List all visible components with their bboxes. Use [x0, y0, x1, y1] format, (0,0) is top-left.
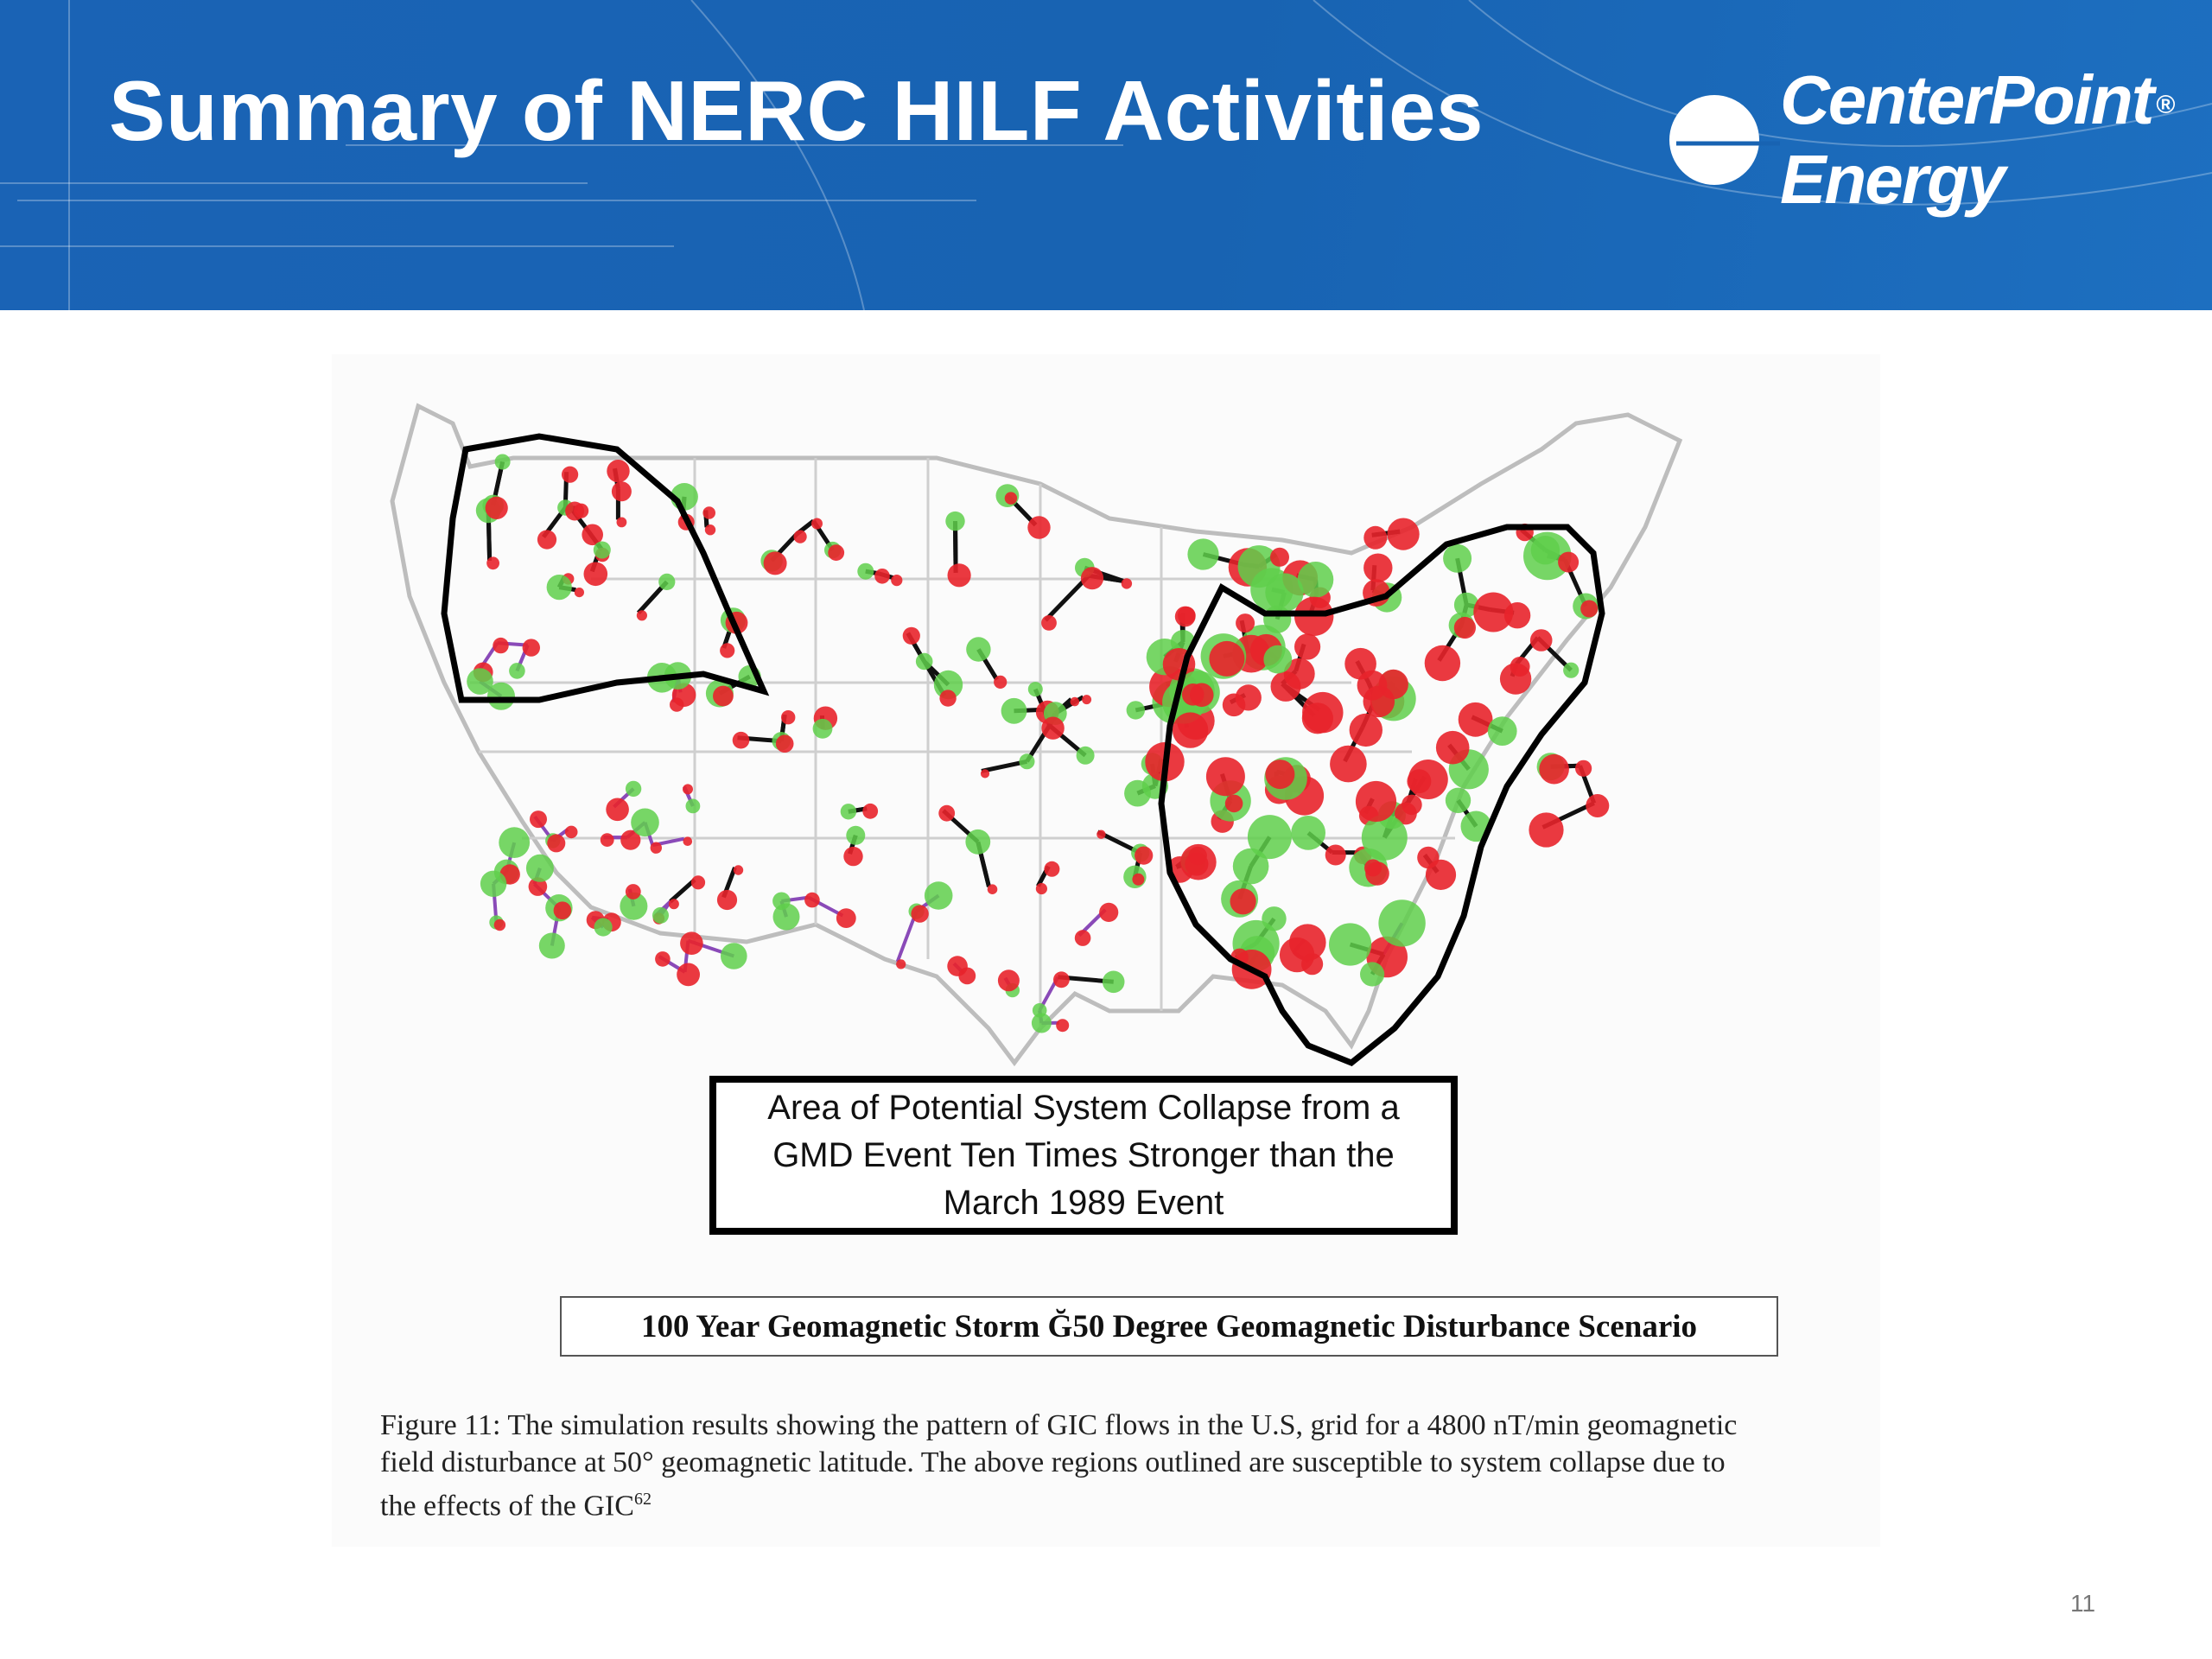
- high-gic-node: [702, 506, 715, 519]
- high-gic-node: [1363, 526, 1387, 550]
- high-gic-node: [764, 551, 787, 575]
- high-gic-node: [911, 905, 928, 922]
- figure-caption: [380, 1407, 1849, 1524]
- high-gic-node: [554, 901, 572, 919]
- title-banner: [0, 0, 2212, 310]
- high-gic-node: [776, 734, 794, 753]
- high-gic-node: [547, 834, 565, 852]
- moderate-gic-node: [1378, 899, 1425, 946]
- high-gic-node: [691, 875, 705, 889]
- moderate-gic-node: [547, 575, 572, 600]
- high-gic-node: [1436, 731, 1470, 765]
- high-gic-node: [680, 931, 703, 955]
- high-gic-node: [565, 826, 578, 839]
- high-gic-node: [1189, 847, 1207, 865]
- moderate-gic-node: [721, 943, 747, 969]
- high-gic-node: [781, 710, 795, 724]
- moderate-gic-node: [1362, 815, 1408, 861]
- moderate-gic-node: [526, 855, 554, 882]
- high-gic-node: [1135, 847, 1153, 865]
- moderate-gic-node: [539, 933, 565, 959]
- moderate-gic-node: [1446, 788, 1471, 813]
- moderate-gic-node: [1233, 849, 1269, 885]
- high-gic-node: [601, 833, 614, 847]
- high-gic-node: [637, 610, 647, 620]
- collapse-area-callout: [709, 1076, 1458, 1235]
- high-gic-node: [988, 884, 998, 894]
- callout-line: Area of Potential System Collapse from a: [767, 1088, 1400, 1127]
- high-gic-node: [670, 697, 683, 711]
- high-gic-node: [1408, 760, 1448, 799]
- moderate-gic-node: [1077, 747, 1095, 765]
- callout-line: GMD Event Ten Times Stronger than the: [772, 1135, 1395, 1174]
- moderate-gic-node: [686, 799, 701, 814]
- moderate-gic-node: [1291, 816, 1325, 850]
- high-gic-node: [1558, 552, 1579, 573]
- high-gic-node: [1271, 671, 1301, 702]
- high-gic-node: [669, 899, 679, 909]
- moderate-gic-node: [966, 637, 990, 661]
- high-gic-node: [958, 968, 976, 985]
- moderate-gic-node: [1127, 701, 1145, 719]
- high-gic-node: [811, 518, 823, 530]
- moderate-gic-node: [480, 871, 506, 897]
- moderate-gic-node: [1329, 923, 1371, 965]
- high-gic-node: [1402, 795, 1422, 816]
- transmission-line: [671, 880, 695, 901]
- high-gic-node: [948, 563, 971, 587]
- high-gic-node: [1530, 629, 1553, 652]
- high-gic-node: [874, 569, 890, 584]
- high-gic-node: [1294, 633, 1320, 659]
- moderate-gic-node: [1298, 562, 1334, 598]
- high-gic-node: [733, 732, 750, 749]
- high-gic-node: [705, 524, 715, 535]
- high-gic-node: [938, 805, 955, 822]
- moderate-gic-node: [1124, 780, 1151, 807]
- high-gic-node: [1364, 859, 1382, 876]
- high-gic-node: [1041, 615, 1057, 631]
- high-gic-node: [1225, 795, 1243, 813]
- high-gic-node: [1280, 938, 1314, 972]
- high-gic-node: [1173, 712, 1208, 747]
- high-gic-node: [1071, 697, 1080, 707]
- moderate-gic-node: [652, 907, 669, 924]
- high-gic-node: [1580, 601, 1598, 618]
- high-gic-node: [891, 575, 902, 586]
- high-gic-node: [493, 638, 508, 653]
- high-gic-node: [1056, 1019, 1069, 1032]
- high-gic-node: [612, 481, 632, 501]
- callout-line: March 1989 Event: [943, 1183, 1224, 1222]
- high-gic-node: [683, 784, 693, 794]
- high-gic-node: [1236, 613, 1255, 632]
- moderate-gic-node: [1262, 906, 1286, 931]
- caption-line: the effects of the GIC$^{62}$: [380, 1490, 652, 1522]
- high-gic-node: [843, 847, 862, 866]
- high-gic-node: [794, 531, 807, 543]
- moderate-gic-node: [1263, 645, 1292, 674]
- high-gic-node: [1388, 518, 1420, 550]
- high-gic-node: [1529, 812, 1563, 847]
- high-gic-node: [1041, 717, 1064, 740]
- high-gic-node: [1027, 516, 1050, 538]
- collapse-area-outlines: [444, 436, 1602, 1063]
- caption-superscript: 62: [633, 1490, 652, 1509]
- high-gic-node: [896, 959, 906, 969]
- high-gic-node: [981, 769, 989, 778]
- moderate-gic-node: [945, 512, 964, 531]
- high-gic-node: [998, 969, 1020, 991]
- high-gic-node: [1005, 492, 1017, 504]
- high-gic-node: [836, 908, 856, 928]
- moderate-gic-node: [773, 904, 800, 931]
- registered-mark: ®: [2156, 90, 2174, 119]
- high-gic-node: [683, 836, 693, 846]
- high-gic-node: [1209, 641, 1244, 677]
- high-gic-node: [1350, 714, 1382, 747]
- moderate-gic-node: [1028, 682, 1043, 696]
- high-gic-node: [1175, 607, 1196, 627]
- high-gic-node: [1265, 760, 1294, 789]
- moderate-gic-node: [509, 663, 525, 679]
- high-gic-node: [862, 804, 878, 819]
- high-gic-node: [734, 865, 743, 874]
- high-gic-node: [1459, 702, 1493, 737]
- high-gic-node: [1122, 578, 1132, 588]
- moderate-gic-node: [1032, 1014, 1052, 1033]
- high-gic-node: [1182, 683, 1205, 706]
- high-gic-node: [626, 884, 641, 899]
- high-gic-node: [1325, 845, 1346, 866]
- scenario-label: 100 Year Geomagnetic Storm Ğ50 Degree Geomagnetic Disturbance Scenario: [640, 1308, 1698, 1344]
- high-gic-node: [537, 530, 556, 549]
- moderate-gic-node: [841, 804, 856, 819]
- moderate-gic-node: [813, 719, 833, 739]
- high-gic-node: [1099, 903, 1118, 922]
- high-gic-node: [606, 798, 629, 822]
- high-gic-node: [1270, 548, 1289, 567]
- high-gic-node: [1425, 645, 1460, 681]
- high-gic-node: [565, 502, 584, 521]
- high-gic-node: [1356, 781, 1396, 822]
- moderate-gic-node: [495, 454, 511, 470]
- high-gic-node: [1206, 757, 1245, 796]
- high-gic-node: [655, 951, 671, 967]
- high-gic-node: [677, 963, 700, 987]
- us-state-boundaries: [392, 406, 1680, 1063]
- moderate-gic-node: [594, 918, 613, 936]
- page-number: 11: [2070, 1590, 2096, 1617]
- moderate-gic-node: [1103, 971, 1125, 994]
- high-gic-node: [1132, 874, 1144, 886]
- moderate-gic-node: [467, 668, 493, 695]
- moderate-gic-node: [1443, 544, 1471, 573]
- high-gic-node: [1363, 554, 1392, 582]
- high-gic-node: [486, 556, 499, 569]
- moderate-gic-node: [594, 542, 611, 559]
- moderate-gic-node: [925, 881, 953, 910]
- high-gic-node: [1053, 971, 1070, 988]
- high-gic-node: [903, 627, 920, 645]
- high-gic-node: [1075, 930, 1091, 946]
- high-gic-node: [717, 890, 737, 910]
- centerpoint-logo: [1659, 60, 2174, 251]
- high-gic-node: [994, 676, 1007, 689]
- high-gic-node: [1504, 602, 1530, 628]
- high-gic-node: [720, 643, 734, 658]
- moderate-gic-node: [499, 827, 530, 858]
- high-gic-node: [523, 639, 540, 656]
- high-gic-node: [1230, 888, 1256, 914]
- high-gic-node: [1036, 883, 1047, 894]
- high-gic-node: [1454, 617, 1476, 639]
- high-gic-node: [562, 467, 578, 483]
- moderate-gic-node: [1360, 962, 1384, 986]
- high-gic-node: [1426, 860, 1456, 890]
- moderate-gic-node: [846, 826, 865, 845]
- moderate-gic-node: [1187, 538, 1218, 569]
- caption-line: Figure 11: The simulation results showing the pattern of GIC flows in the U.S, grid for a 4800 nT/min geomagnetic: [380, 1409, 1738, 1441]
- high-gic-node: [1330, 746, 1367, 783]
- high-gic-node: [939, 690, 956, 706]
- high-gic-node: [607, 460, 629, 482]
- gic-figure: [332, 354, 1880, 1547]
- slide-title: Summary of NERC HILF Activities: [109, 63, 1484, 158]
- high-gic-node: [584, 563, 608, 587]
- logo-wordmark-line2: Energy: [1780, 141, 2005, 218]
- logo-wordmark-line1: CenterPoint ®: [1780, 61, 2174, 138]
- moderate-gic-node: [1563, 663, 1579, 678]
- high-gic-node: [1081, 567, 1103, 589]
- high-gic-node: [575, 588, 584, 597]
- scenario-label-box: [560, 1296, 1778, 1357]
- high-gic-node: [651, 842, 662, 854]
- high-gic-node: [1302, 692, 1343, 733]
- moderate-gic-node: [857, 563, 874, 580]
- moderate-gic-node: [1001, 698, 1027, 724]
- high-gic-node: [1236, 684, 1262, 710]
- high-gic-node: [617, 518, 627, 528]
- high-gic-node: [804, 893, 820, 908]
- high-gic-node: [828, 544, 844, 561]
- high-gic-node: [530, 810, 547, 828]
- moderate-gic-node: [626, 781, 641, 797]
- moderate-gic-node: [916, 653, 933, 671]
- moderate-gic-node: [1488, 716, 1517, 746]
- high-gic-node: [1510, 657, 1530, 677]
- moderate-gic-node: [1020, 753, 1035, 769]
- moderate-gic-node: [965, 830, 990, 855]
- logo-circle-icon: [1659, 60, 1780, 251]
- high-gic-node: [1539, 754, 1569, 785]
- high-gic-node: [486, 497, 508, 519]
- high-gic-node: [494, 919, 505, 931]
- high-gic-node: [1044, 861, 1059, 877]
- high-gic-node: [1586, 794, 1609, 817]
- high-gic-node: [1379, 670, 1408, 699]
- high-gic-node: [1575, 760, 1592, 777]
- high-gic-node: [713, 686, 734, 707]
- caption-line: field disturbance at 50° geomagnetic latitude. The above regions outlined are susceptible to system collapse due to: [380, 1446, 1726, 1478]
- high-gic-node: [1096, 830, 1105, 839]
- moderate-gic-node: [631, 809, 659, 837]
- moderate-gic-node: [658, 574, 675, 590]
- high-gic-node: [1082, 695, 1091, 704]
